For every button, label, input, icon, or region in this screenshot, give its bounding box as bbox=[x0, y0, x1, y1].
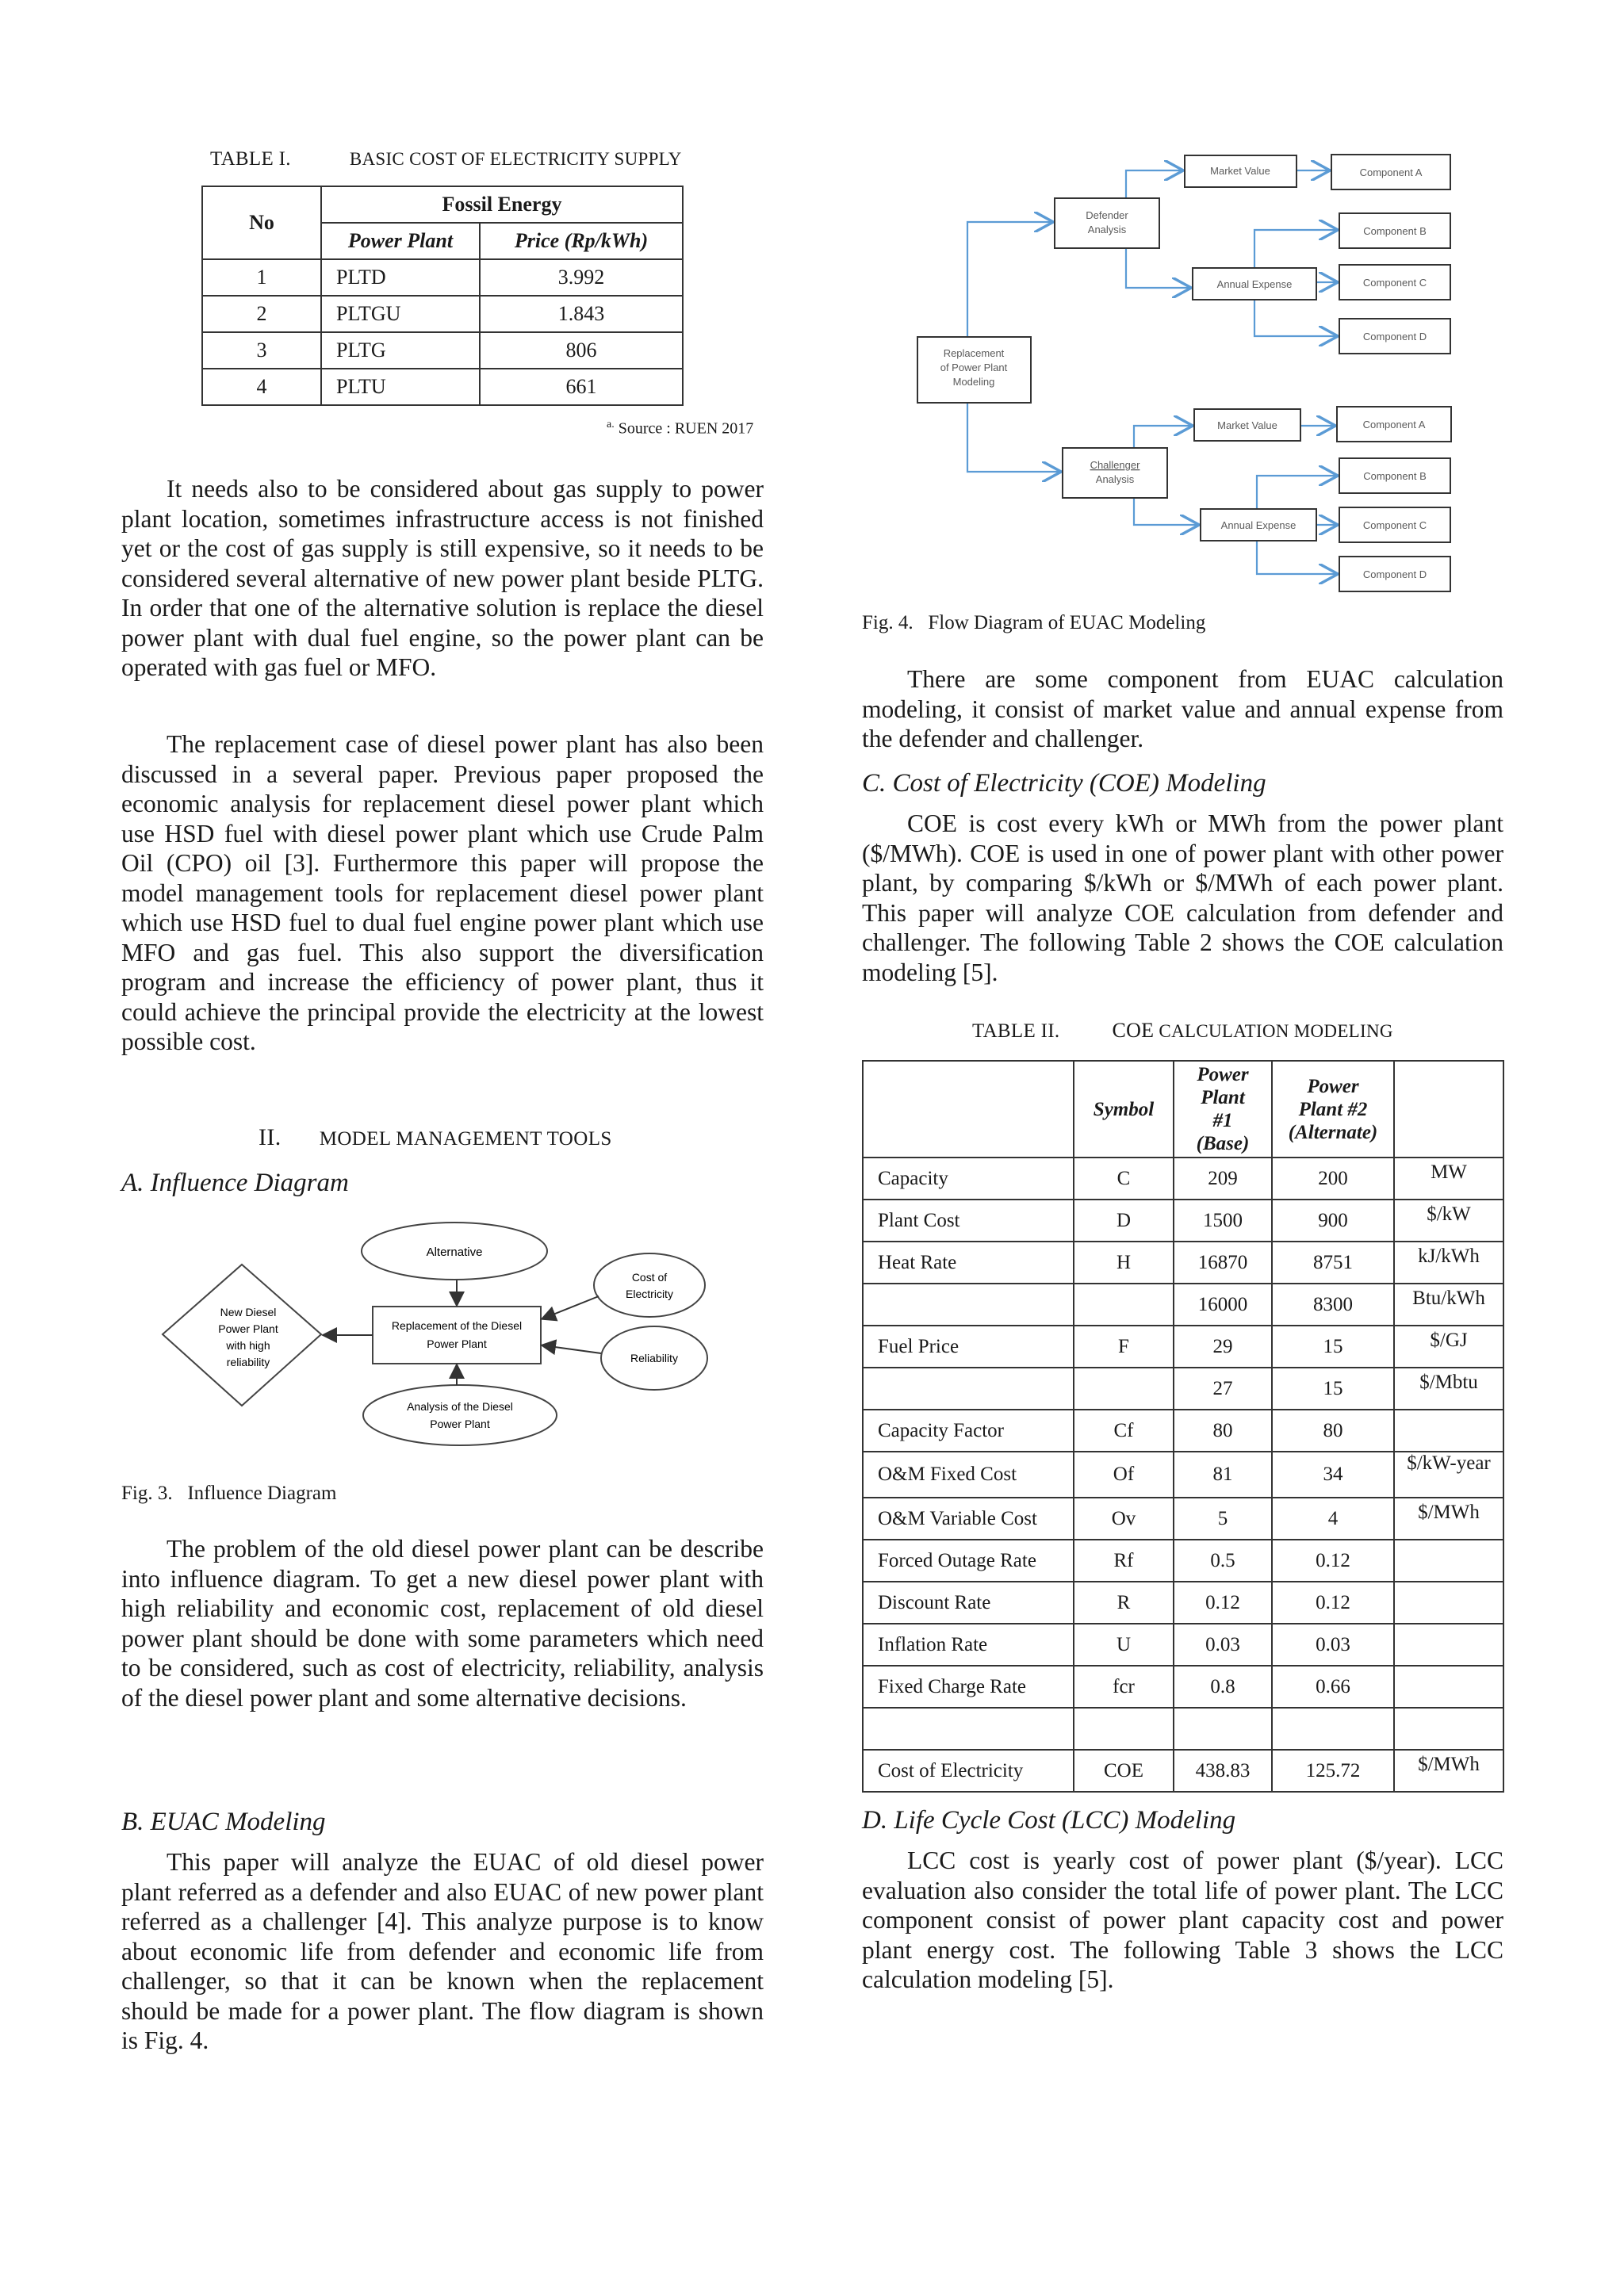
cell-symbol: Of bbox=[1074, 1452, 1174, 1498]
table-row bbox=[863, 1326, 1503, 1368]
table2-title-small: CALCULATION MODELING bbox=[1159, 1021, 1393, 1041]
cell-plant1: 80 bbox=[1174, 1410, 1272, 1452]
table1-head-price: Price (Rp/kWh) bbox=[480, 223, 683, 259]
cell-unit: $/GJ bbox=[1394, 1326, 1503, 1368]
cell-plant: PLTD bbox=[321, 259, 480, 296]
cell-param: Capacity Factor bbox=[863, 1410, 1074, 1452]
cell-param: Fixed Charge Rate bbox=[863, 1666, 1074, 1708]
cell-plant2: 15 bbox=[1272, 1368, 1394, 1410]
euac-flow-diagram bbox=[904, 143, 1507, 603]
cell-symbol: H bbox=[1074, 1242, 1174, 1284]
section-number: II. bbox=[259, 1124, 282, 1150]
table-row bbox=[863, 1284, 1503, 1326]
cell-param: Discount Rate bbox=[863, 1582, 1074, 1624]
cell-no: 2 bbox=[202, 296, 321, 332]
head-p2-line3: (Alternate) bbox=[1288, 1121, 1378, 1143]
source-mark: a. bbox=[607, 419, 615, 430]
table1-head-no: No bbox=[202, 186, 321, 259]
cell-plant1: 81 bbox=[1174, 1452, 1272, 1498]
table1-head-group: Fossil Energy bbox=[321, 186, 683, 223]
fig3-caption: Fig. 3. Influence Diagram bbox=[121, 1483, 337, 1504]
cell-unit: $/MWh bbox=[1394, 1498, 1503, 1540]
head-p1-line2: Plant bbox=[1201, 1087, 1245, 1108]
cell-unit bbox=[1394, 1582, 1503, 1624]
annual-expense-label: Annual Expense bbox=[1216, 278, 1293, 290]
subsection-d: D. Life Cycle Cost (LCC) Modeling bbox=[862, 1806, 1236, 1835]
table1 bbox=[201, 186, 684, 406]
replacement-node bbox=[373, 1307, 541, 1364]
table-row bbox=[863, 1452, 1503, 1498]
head-p2-line1: Power bbox=[1307, 1075, 1359, 1097]
cell-symbol: C bbox=[1074, 1158, 1174, 1200]
cell-param bbox=[863, 1368, 1074, 1410]
cell-symbol: U bbox=[1074, 1624, 1174, 1666]
cell-unit bbox=[1394, 1624, 1503, 1666]
root-label-2: of Power Plant bbox=[940, 362, 1008, 373]
cell-plant1: 16870 bbox=[1174, 1242, 1272, 1284]
right-paragraph-1: There are some component from EUAC calculation modeling, it consist of market value and annual expense from the defender and challenger. bbox=[862, 665, 1503, 752]
cell-symbol: D bbox=[1074, 1200, 1174, 1242]
defender-label-1: Defender bbox=[1086, 209, 1128, 221]
top-compA-label: Component A bbox=[1359, 166, 1423, 178]
analysis-node bbox=[363, 1385, 557, 1445]
cell-plant2: 8300 bbox=[1272, 1284, 1394, 1326]
left-paragraph-2: The replacement case of diesel power plant has also been discussed in a several paper. Previous paper proposed the economic analysis for replacement diesel power plant which use HSD fuel with diesel power plant which use Crude Palm Oil (CPO) oil [3]. Furthermore this paper will propose the model management tools for replacement diesel power plant which use HSD fuel to dual fuel engine power plant which use MFO and gas fuel. This also support the diversification program and increase the efficiency of power plant, thus it could achieve the principal provide the electricity at the lowest possible cost. bbox=[121, 730, 764, 1055]
cell-plant2: 34 bbox=[1272, 1452, 1394, 1498]
cell-plant2: 80 bbox=[1272, 1410, 1394, 1452]
cell-plant2: 8751 bbox=[1272, 1242, 1394, 1284]
alternative-label: Alternative bbox=[426, 1246, 483, 1259]
cell-plant: PLTU bbox=[321, 369, 480, 405]
challenger-label-1: Challenger bbox=[1090, 459, 1140, 471]
table1-label: TABLE I. bbox=[210, 148, 291, 170]
cell-plant1: 16000 bbox=[1174, 1284, 1272, 1326]
table-row bbox=[863, 1624, 1503, 1666]
cell-plant1: 0.03 bbox=[1174, 1624, 1272, 1666]
cell-plant2: 0.66 bbox=[1272, 1666, 1394, 1708]
table2-caption bbox=[972, 1019, 1393, 1043]
cell-unit bbox=[1394, 1708, 1503, 1750]
cell-param: Capacity bbox=[863, 1158, 1074, 1200]
table2-label: TABLE II. bbox=[972, 1020, 1060, 1042]
section-heading bbox=[259, 1124, 612, 1151]
table2-head-p1 bbox=[1174, 1061, 1272, 1158]
cell-price: 3.992 bbox=[480, 259, 683, 296]
cell-symbol: Ov bbox=[1074, 1498, 1174, 1540]
top-compD-label: Component D bbox=[1362, 331, 1427, 342]
source-text: Source : RUEN 2017 bbox=[618, 419, 754, 438]
cell-no: 1 bbox=[202, 259, 321, 296]
cell-symbol: Rf bbox=[1074, 1540, 1174, 1582]
table2-head-param bbox=[863, 1061, 1074, 1158]
cell-plant1: 0.5 bbox=[1174, 1540, 1272, 1582]
cell-price: 806 bbox=[480, 332, 683, 369]
head-p1-line1: Power bbox=[1197, 1064, 1249, 1085]
cell-price: 1.843 bbox=[480, 296, 683, 332]
table-row bbox=[863, 1158, 1503, 1200]
link-annual2-compD bbox=[1257, 536, 1336, 574]
cell-plant2: 125.72 bbox=[1272, 1750, 1394, 1792]
cell-plant1: 27 bbox=[1174, 1368, 1272, 1410]
head-p1-line3: #1 bbox=[1212, 1110, 1233, 1131]
new-plant-label-2: Power Plant bbox=[218, 1322, 278, 1335]
cell-symbol: COE bbox=[1074, 1750, 1174, 1792]
cell-plant1: 438.83 bbox=[1174, 1750, 1272, 1792]
cell-param: Fuel Price bbox=[863, 1326, 1074, 1368]
arrow-cost bbox=[543, 1296, 599, 1318]
table-row bbox=[863, 1368, 1503, 1410]
right-paragraph-3: LCC cost is yearly cost of power plant ($/year). LCC evaluation also consider the total life of power plant. The LCC component consist of power plant capacity cost and power plant energy cost. The following Table 3 shows the LCC calculation modeling [5]. bbox=[862, 1846, 1503, 1993]
table-row bbox=[863, 1582, 1503, 1624]
cell-plant1: 209 bbox=[1174, 1158, 1272, 1200]
annual-expense2-label: Annual Expense bbox=[1220, 519, 1297, 531]
challenger-label-2: Analysis bbox=[1095, 473, 1135, 485]
head-p1-line4: (Base) bbox=[1196, 1133, 1250, 1154]
cell-symbol bbox=[1074, 1708, 1174, 1750]
bot-compA-label: Component A bbox=[1362, 419, 1426, 430]
cell-unit bbox=[1394, 1410, 1503, 1452]
root-label-1: Replacement bbox=[943, 347, 1005, 359]
cell-plant1: 5 bbox=[1174, 1498, 1272, 1540]
table1-source bbox=[607, 419, 753, 438]
table-row bbox=[863, 1498, 1503, 1540]
left-paragraph-1: It needs also to be considered about gas supply to power plant location, sometimes infrastructure access is not finished yet or the cost of gas supply is still expensive, so it needs to be considered several alternative of new power plant beside PLTG. In order that one of the alternative solution is replace the diesel power plant with dual fuel engine, so the power plant can be operated with gas fuel or MFO. bbox=[121, 475, 764, 681]
market-value2-label: Market Value bbox=[1217, 419, 1277, 431]
table-row bbox=[863, 1750, 1503, 1792]
cell-unit bbox=[1394, 1666, 1503, 1708]
cell-no: 4 bbox=[202, 369, 321, 405]
section-title: MODEL MANAGEMENT TOOLS bbox=[319, 1128, 612, 1150]
replacement-label-2: Power Plant bbox=[427, 1337, 487, 1350]
subsection-c: C. Cost of Electricity (COE) Modeling bbox=[862, 769, 1266, 798]
table-row bbox=[202, 369, 683, 405]
arrow-reliability bbox=[543, 1345, 601, 1353]
cell-symbol bbox=[1074, 1284, 1174, 1326]
cost-node bbox=[594, 1253, 705, 1317]
cell-param: Plant Cost bbox=[863, 1200, 1074, 1242]
cell-param: Heat Rate bbox=[863, 1242, 1074, 1284]
head-p2-line2: Plant #2 bbox=[1298, 1098, 1368, 1120]
cell-plant1: 1500 bbox=[1174, 1200, 1272, 1242]
reliability-label: Reliability bbox=[630, 1352, 678, 1364]
cell-unit: kJ/kWh bbox=[1394, 1242, 1503, 1284]
cell-plant: PLTGU bbox=[321, 296, 480, 332]
link-root-defender bbox=[967, 222, 1051, 337]
cell-param: O&M Fixed Cost bbox=[863, 1452, 1074, 1498]
table-row bbox=[863, 1200, 1503, 1242]
bot-compB-label: Component B bbox=[1363, 470, 1427, 482]
link-annual2-compB bbox=[1257, 476, 1336, 514]
cell-plant1: 29 bbox=[1174, 1326, 1272, 1368]
left-paragraph-4: This paper will analyze the EUAC of old diesel power plant referred as a defender and also EUAC of new power plant referred as a challenger [4]. This analyze purpose is to know about economic life from defender and economic life from challenger, so that it can be known when the replacement should be made for a power plant. The flow diagram is shown is Fig. 4. bbox=[121, 1848, 764, 2054]
cell-unit: Btu/kWh bbox=[1394, 1284, 1503, 1326]
defender-label-2: Analysis bbox=[1087, 224, 1127, 235]
analysis-label-2: Power Plant bbox=[430, 1418, 490, 1430]
table-row bbox=[863, 1410, 1503, 1452]
replacement-label-1: Replacement of the Diesel bbox=[391, 1319, 523, 1332]
cell-symbol: R bbox=[1074, 1582, 1174, 1624]
cell-plant2: 0.12 bbox=[1272, 1540, 1394, 1582]
cell-symbol: Cf bbox=[1074, 1410, 1174, 1452]
root-label-3: Modeling bbox=[952, 376, 995, 388]
table-row bbox=[202, 259, 683, 296]
influence-diagram bbox=[155, 1217, 726, 1451]
cell-plant2: 0.03 bbox=[1272, 1624, 1394, 1666]
table-row bbox=[863, 1666, 1503, 1708]
link-root-challenger bbox=[967, 403, 1059, 472]
cell-param: Inflation Rate bbox=[863, 1624, 1074, 1666]
cell-plant2: 0.12 bbox=[1272, 1582, 1394, 1624]
cell-unit: $/kW-year bbox=[1394, 1452, 1503, 1498]
table1-title: BASIC COST OF ELECTRICITY SUPPLY bbox=[349, 149, 682, 169]
link-annual-compD bbox=[1254, 298, 1336, 336]
analysis-label-1: Analysis of the Diesel bbox=[407, 1400, 513, 1413]
table2-head-unit bbox=[1394, 1061, 1503, 1158]
cost-label-1: Cost of bbox=[631, 1271, 668, 1284]
fig4-caption: Fig. 4. Flow Diagram of EUAC Modeling bbox=[862, 612, 1206, 633]
cell-unit: MW bbox=[1394, 1158, 1503, 1200]
table1-caption bbox=[210, 148, 682, 170]
new-plant-node bbox=[163, 1265, 321, 1406]
market-value-label: Market Value bbox=[1210, 165, 1270, 177]
cell-param: O&M Variable Cost bbox=[863, 1498, 1074, 1540]
cell-unit: $/kW bbox=[1394, 1200, 1503, 1242]
subsection-b: B. EUAC Modeling bbox=[121, 1808, 326, 1836]
cell-param: Forced Outage Rate bbox=[863, 1540, 1074, 1582]
cell-symbol: fcr bbox=[1074, 1666, 1174, 1708]
table2-title-big: COE bbox=[1112, 1019, 1155, 1042]
right-paragraph-2: COE is cost every kWh or MWh from the power plant ($/MWh). COE is used in one of power plant with other power plant, by comparing $/kWh or $/MWh of each power plant. This paper will analyze COE calculation from defender and challenger. The following Table 2 shows the COE calculation modeling [5]. bbox=[862, 809, 1503, 986]
table2-head-symbol: Symbol bbox=[1074, 1061, 1174, 1158]
cell-param bbox=[863, 1708, 1074, 1750]
new-plant-label-4: reliability bbox=[226, 1356, 270, 1368]
table-row bbox=[863, 1242, 1503, 1284]
bot-compC-label: Component C bbox=[1362, 519, 1427, 531]
cell-plant2: 900 bbox=[1272, 1200, 1394, 1242]
cell-unit: $/MWh bbox=[1394, 1750, 1503, 1792]
cell-plant2: 200 bbox=[1272, 1158, 1394, 1200]
table1-head-plant: Power Plant bbox=[321, 223, 480, 259]
cell-price: 661 bbox=[480, 369, 683, 405]
cell-symbol bbox=[1074, 1368, 1174, 1410]
cell-plant1: 0.8 bbox=[1174, 1666, 1272, 1708]
cell-unit: $/Mbtu bbox=[1394, 1368, 1503, 1410]
cell-unit bbox=[1394, 1540, 1503, 1582]
cell-plant1: 0.12 bbox=[1174, 1582, 1272, 1624]
cell-plant: PLTG bbox=[321, 332, 480, 369]
table2-head-p2 bbox=[1272, 1061, 1394, 1158]
table2 bbox=[862, 1060, 1504, 1793]
table-row bbox=[202, 296, 683, 332]
cell-plant2: 15 bbox=[1272, 1326, 1394, 1368]
cell-plant2 bbox=[1272, 1708, 1394, 1750]
cell-symbol: F bbox=[1074, 1326, 1174, 1368]
cell-plant2: 4 bbox=[1272, 1498, 1394, 1540]
left-paragraph-3: The problem of the old diesel power plant can be describe into influence diagram. To get a new diesel power plant with high reliability and economic cost, replacement of old diesel power plant should be done with some parameters which need to be considered, such as cost of electricity, reliability, analysis of the diesel power plant and some alternative decisions. bbox=[121, 1535, 764, 1712]
table-row bbox=[863, 1708, 1503, 1750]
new-plant-label-3: with high bbox=[226, 1339, 270, 1352]
top-compB-label: Component B bbox=[1363, 225, 1427, 237]
top-compC-label: Component C bbox=[1362, 277, 1427, 289]
subsection-a: A. Influence Diagram bbox=[121, 1169, 349, 1197]
new-plant-label-1: New Diesel bbox=[220, 1306, 277, 1318]
table-row bbox=[202, 332, 683, 369]
cell-param: Cost of Electricity bbox=[863, 1750, 1074, 1792]
bot-compD-label: Component D bbox=[1362, 568, 1427, 580]
cell-plant1 bbox=[1174, 1708, 1272, 1750]
cell-param bbox=[863, 1284, 1074, 1326]
cost-label-2: Electricity bbox=[626, 1288, 673, 1300]
table-row bbox=[863, 1540, 1503, 1582]
cell-no: 3 bbox=[202, 332, 321, 369]
